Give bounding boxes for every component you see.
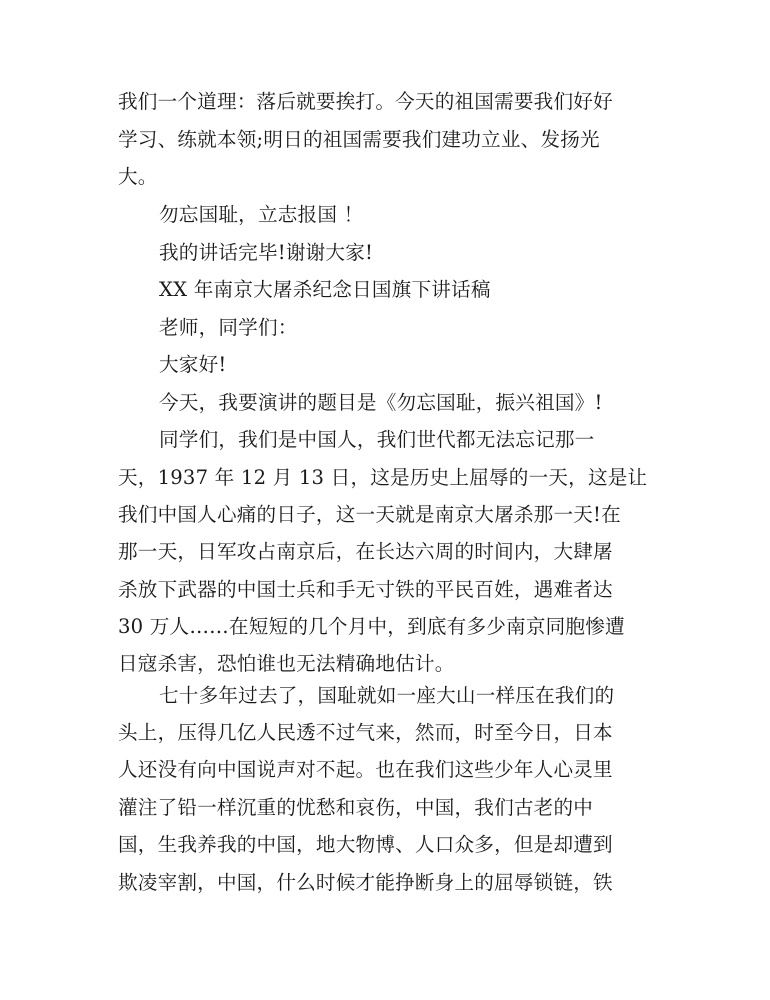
- text-line: 国，生我养我的中国，地大物博、人口众多，但是却遭到: [118, 833, 613, 856]
- text-line: 头上，压得几亿人民透不过气来，然而，时至今日，日本: [118, 721, 613, 744]
- text-line: 勿忘国耻，立志报国 ！: [159, 203, 364, 226]
- text-line: 杀放下武器的中国士兵和手无寸铁的平民百姓，遇难者达: [118, 578, 613, 601]
- text-line: 老师，同学们：: [159, 316, 298, 339]
- text-line: 今天，我要演讲的题目是《勿忘国耻，振兴祖国》!: [159, 391, 603, 414]
- text-line: 我的讲话完毕!谢谢大家!: [159, 241, 374, 264]
- text-line: 我们中国人心痛的日子，这一天就是南京大屠杀那一天!在: [118, 503, 621, 526]
- text-line: 人还没有向中国说声对不起。也在我们这些少年人心灵里: [118, 758, 613, 781]
- text-line: 欺凌宰割，中国，什么时候才能挣断身上的屈辱锁链，铁: [118, 871, 613, 894]
- text-line: 30 万人……在短短的几个月中，到底有多少南京同胞惨遭: [118, 615, 625, 638]
- text-line: 那一天，日军攻占南京后，在长达六周的时间内，大肆屠: [118, 540, 613, 563]
- text-line: 同学们，我们是中国人，我们世代都无法忘记那一: [159, 428, 595, 451]
- text-line: 大。: [118, 165, 158, 188]
- text-line: 日寇杀害，恐怕谁也无法精确地估计。: [118, 652, 455, 675]
- text-line: 学习、练就本领;明日的祖国需要我们建功立业、发扬光: [118, 128, 600, 151]
- text-line: 天，1937 年 12 月 13 日，这是历史上屈辱的一天，这是让: [118, 466, 648, 489]
- text-line: 我们一个道理：落后就要挨打。今天的祖国需要我们好好: [118, 90, 613, 113]
- speech-title: XX 年南京大屠杀纪念日国旗下讲话稿: [159, 278, 491, 301]
- text-line: 灌注了铅一样沉重的忧愁和哀伤，中国，我们古老的中: [118, 796, 594, 819]
- text-line: 七十多年过去了，国耻就如一座大山一样压在我们的: [159, 684, 615, 707]
- text-line: 大家好!: [159, 353, 227, 376]
